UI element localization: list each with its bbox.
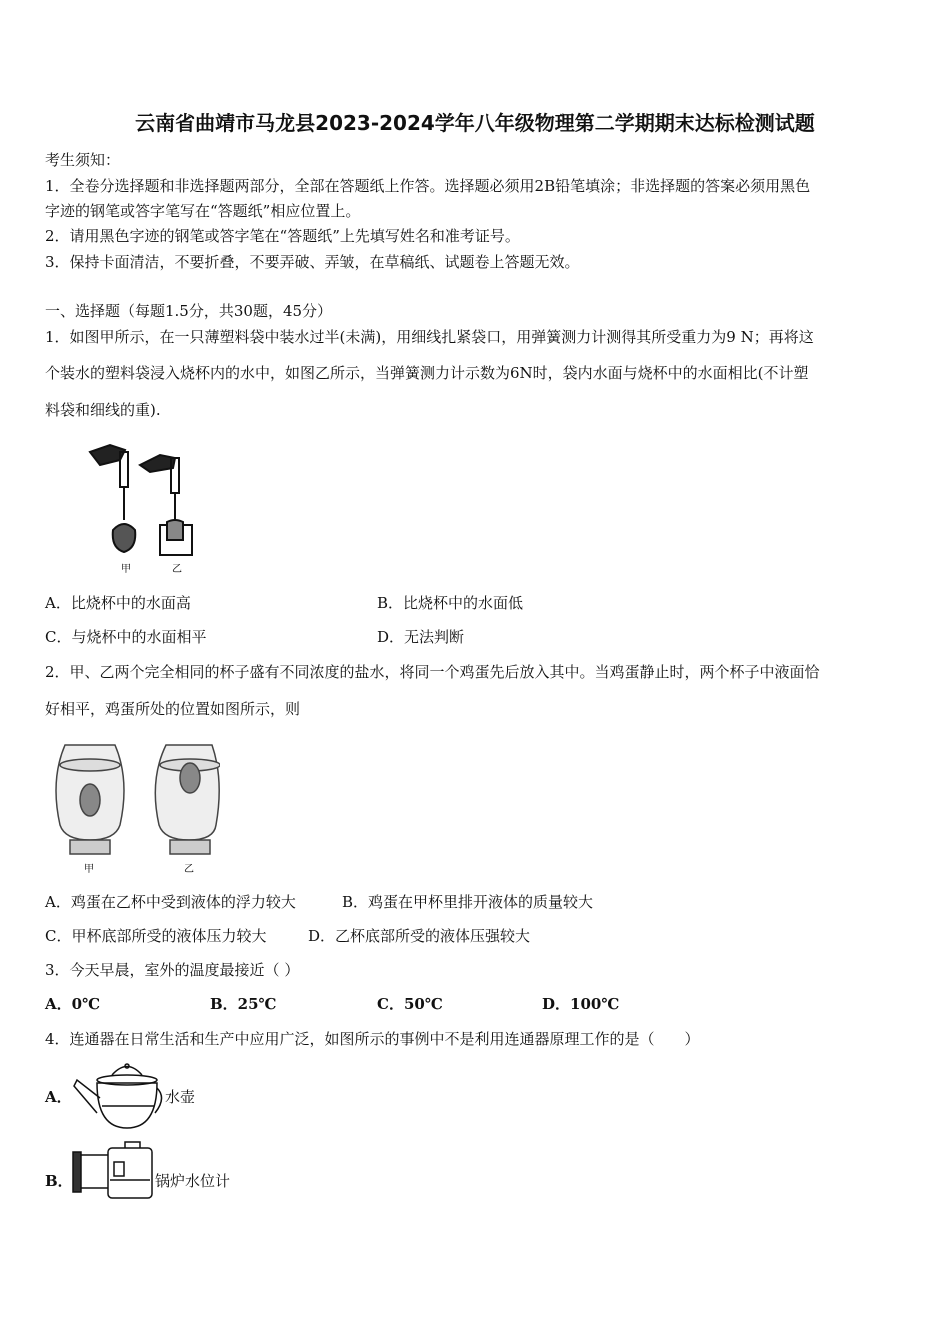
- figure-label-jia: 甲: [121, 564, 131, 575]
- figure-label-yi: 乙: [184, 864, 194, 875]
- option-a: A．0℃: [45, 995, 101, 1013]
- figure-label-yi: 乙: [172, 564, 182, 575]
- option-b-letter: B．: [45, 1172, 73, 1190]
- option-c: C．50℃: [377, 995, 443, 1013]
- option-d: D．100℃: [542, 995, 620, 1013]
- question-1-text: 料袋和细线的重).: [45, 401, 161, 419]
- option-c: C．与烧杯中的水面相平: [45, 628, 207, 646]
- teapot-figure: [72, 1058, 167, 1130]
- figure-label-jia: 甲: [84, 864, 94, 875]
- page-title: 云南省曲靖市马龙县2023-2024学年八年级物理第二学期期末达标检测试题: [135, 111, 815, 135]
- notice-line: 3．保持卡面清洁，不要折叠，不要弄破、弄皱，在草稿纸、试题卷上答题无效。: [45, 253, 580, 271]
- question-4-text: 4．连通器在日常生活和生产中应用广泛，如图所示的事例中不是利用连通器原理工作的是（ ）: [45, 1030, 700, 1048]
- notice-line: 1．全卷分选择题和非选择题两部分，全部在答题纸上作答。选择题必须用2B铅笔填涂；非选择题的答案必须用黑色: [45, 177, 811, 195]
- question-2-text: 2．甲、乙两个完全相同的杯子盛有不同浓度的盐水，将同一个鸡蛋先后放入其中。当鸡蛋静止时，两个杯子中液面恰: [45, 663, 820, 681]
- option-d: D．乙杯底部所受的液体压强较大: [308, 927, 531, 945]
- option-a-label: 水壶: [165, 1088, 196, 1106]
- option-c: C．甲杯底部所受的液体压力较大: [45, 927, 267, 945]
- question-1-text: 1．如图甲所示，在一只薄塑料袋中装水过半(未满)，用细线扎紧袋口，用弹簧测力计测得其所受重力为9 N；再将这: [45, 328, 814, 346]
- egg-cups-figure: [50, 740, 220, 878]
- option-b: B．25℃: [210, 995, 277, 1013]
- option-b-label: 锅炉水位计: [155, 1172, 231, 1190]
- spring-scale-figure: [85, 440, 220, 575]
- option-a-letter: A．: [45, 1088, 72, 1106]
- question-3-text: 3．今天早晨，室外的温度最接近（ ）: [45, 961, 300, 979]
- notice-heading: 考生须知：: [45, 151, 121, 169]
- question-1-text: 个装水的塑料袋浸入烧杯内的水中，如图乙所示，当弹簧测力计示数为6N时，袋内水面与烧杯中的水面相比(不计塑: [45, 364, 809, 382]
- option-b: B．鸡蛋在甲杯里排开液体的质量较大: [342, 893, 594, 911]
- option-a: A．鸡蛋在乙杯中受到液体的浮力较大: [45, 893, 296, 911]
- option-a: A．比烧杯中的水面高: [45, 594, 191, 612]
- option-b: B．比烧杯中的水面低: [377, 594, 524, 612]
- boiler-gauge-figure: [70, 1140, 158, 1202]
- question-2-text: 好相平，鸡蛋所处的位置如图所示，则: [45, 700, 301, 718]
- option-d: D．无法判断: [377, 628, 465, 646]
- section-heading: 一、选择题（每题1.5分，共30题，45分）: [45, 302, 333, 320]
- notice-line: 字迹的钢笔或答字笔写在“答题纸”相应位置上。: [45, 202, 361, 220]
- notice-line: 2．请用黑色字迹的钢笔或答字笔在“答题纸”上先填写姓名和准考证号。: [45, 227, 520, 245]
